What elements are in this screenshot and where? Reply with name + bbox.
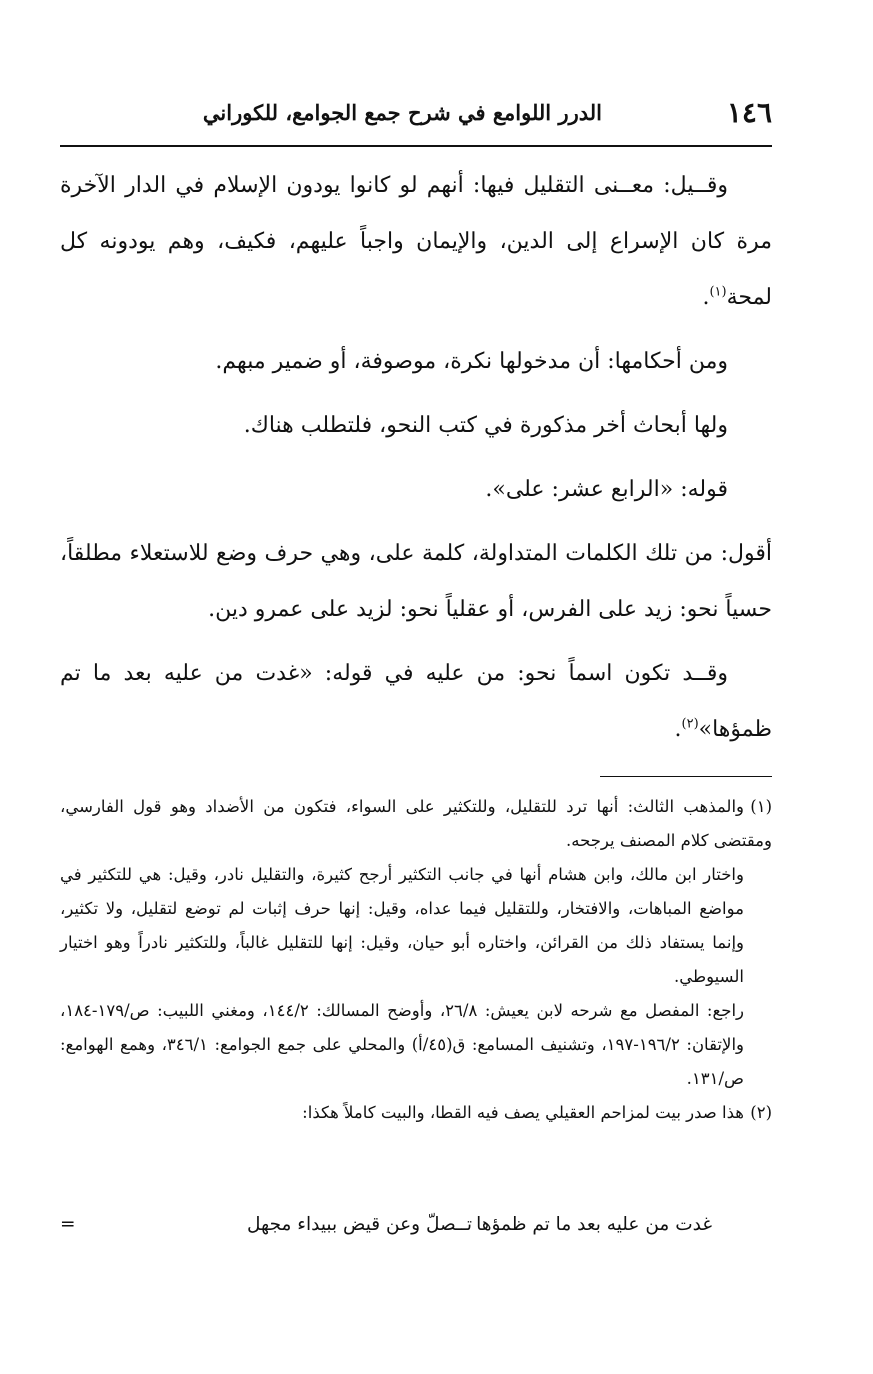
main-text	[60, 158, 772, 758]
paragraph-6	[60, 646, 772, 758]
footnote-1-references: راجع: المفصل مع شرحه لابن يعيش: ٢٦/٨، وأوضح المسالك: ١٤٤/٢، ومغني اللبيب: ص/١٧٩-١٨٤، والإتقان: ١٩٦/٢-١٩٧، وتشنيف المسامع: ق(٤٥/أ) والمحلي على جمع الجوامع: ٣٤٦/١، وهمع الهوامع: ص/١٣١.	[60, 1001, 744, 1088]
paragraph-3: ولها أبحاث أخر مذكورة في كتب النحو، فلتطلب هناك.	[243, 413, 728, 438]
paragraph-2: ومن أحكامها: أن مدخولها نكرة، موصوفة، أو ضمير مبهم.	[215, 349, 728, 374]
footnote-separator	[600, 776, 772, 777]
footnote-1-text-a: والمذهب الثالث: أنها ترد للتقليل، وللتكثير على السواء، فتكون من الأضداد وهو قول الفارسي، ومقتضى كلام المصنف يرجحه.	[60, 797, 772, 850]
continuation-mark: =	[60, 1214, 76, 1235]
header-rule	[60, 145, 772, 147]
paragraph-4: قوله: «الرابع عشر: على».	[485, 477, 728, 502]
page-number: ١٤٦	[726, 96, 772, 129]
poetry-verse	[60, 1214, 772, 1250]
footnote-2-number: (٢)	[750, 1103, 772, 1122]
running-title: الدرر اللوامع في شرح جمع الجوامع، للكوراني	[202, 100, 602, 125]
paragraph-1	[60, 158, 772, 326]
paragraph-1-end: .	[702, 285, 710, 310]
footnote-ref-2: (٢)	[681, 716, 699, 732]
paragraph-1-text: وقــيل: معــنى التقليل فيها: أنهم لو كانوا يودون الإسلام في الدار الآخرة مرة كان الإسراع إلى الدين، والإيمان واجباً عليهم، فكيف، وهم يودونه كل لمحة	[60, 173, 773, 310]
verse-second-hemistich: تــصلّ وعن قيض ببيداء مجهل	[247, 1214, 472, 1235]
paragraph-5: أقول: من تلك الكلمات المتداولة، كلمة على، وهي حرف وضع للاستعلاء مطلقاً، حسياً نحو: زيد على الفرس، أو عقلياً نحو: لزيد على عمرو دين.	[60, 541, 772, 622]
verse-first-hemistich: غدت من عليه بعد ما تم ظمؤها	[476, 1214, 712, 1235]
footnote-1-paragraph-b: واختار ابن مالك، وابن هشام أنها في جانب التكثير أرجح كثيرة، والتقليل نادر، وقيل: هي للتكثير في مواضع المباهات، والافتخار، وللتقليل فيما عداه، وقيل: إنها حرف إثبات لم توضع لتقليل، ولا تكثير، وإنما يستفاد ذلك من القرائن، واختاره أبو حيان، وقيل: إنها للتقليل غالباً، وللتكثير نادراً وهو اختيار السيوطي.	[60, 865, 744, 986]
page-header	[60, 92, 772, 136]
footnote-1-number: (١)	[750, 797, 772, 816]
paragraph-6-end: .	[674, 717, 682, 742]
footnotes	[60, 790, 772, 1130]
footnote-ref-1: (١)	[709, 284, 727, 300]
footnote-1	[60, 790, 772, 858]
footnote-2-text: هذا صدر بيت لمزاحم العقيلي يصف فيه القطا، والبيت كاملاً هكذا:	[302, 1103, 744, 1122]
paragraph-6-text: وقــد تكون اسماً نحو: من عليه في قوله: «غدت من عليه بعد ما تم ظمؤها»	[60, 661, 772, 742]
footnote-2	[60, 1096, 772, 1130]
